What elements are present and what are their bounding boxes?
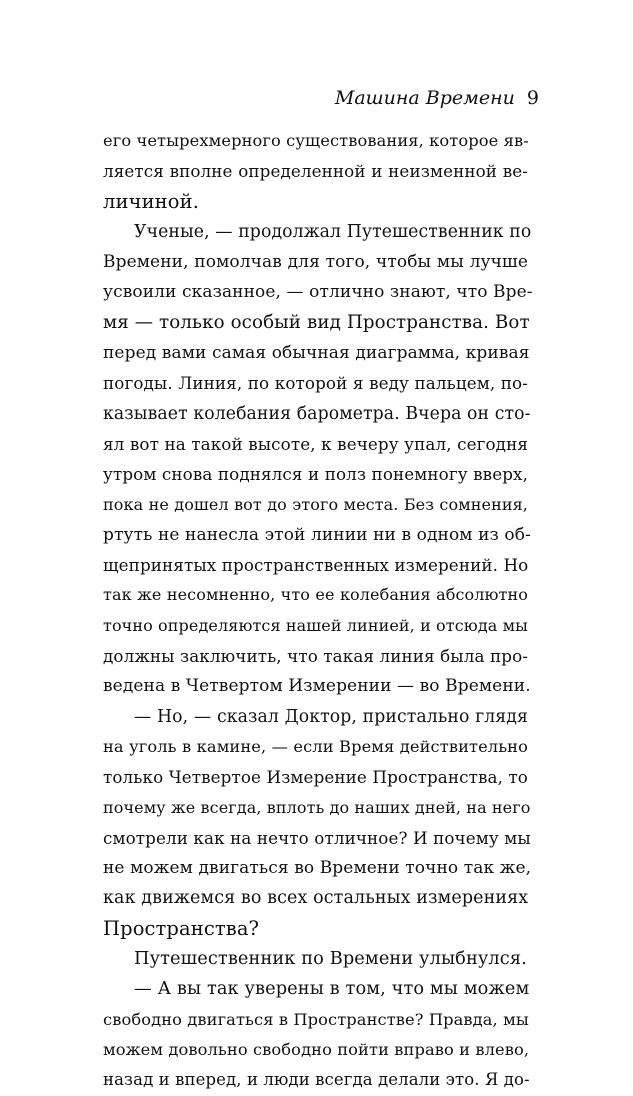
paragraph [103,944,528,974]
text-line: ртуть не нанесла этой линии ни в одном из об- [103,524,531,545]
text-line: не можем двигаться во Времени точно так же, [103,858,532,879]
paragraph [103,974,528,1095]
text-line: Пространства? [103,916,260,940]
body-text [103,126,533,1096]
text-line: должны заключить, что такая линия была про- [103,646,529,667]
text-line: пока не дошел вот до этого места. Без сомнения, [103,494,528,514]
text-line: его четырехмерного существования, которое яв- [103,131,529,150]
text-line: как движемся во всех остальных измерениях [103,888,529,909]
text-line: утром снова поднялся и полз понемногу вверх, [103,464,528,485]
text-line: перед вами самая обычная диаграмма, кривая [103,343,530,364]
text-line: ляется вполне определенной и неизменной ве- [103,161,528,182]
running-head [335,86,539,110]
page-number: 9 [526,87,539,109]
text-line: казывает колебания барометра. Вчера он сто- [103,403,531,424]
text-line: личиной. [103,189,200,213]
paragraph [103,126,528,217]
text-line: точно определяются нашей линией, и отсюда мы [103,615,528,635]
text-line: Ученые, — продолжал Путешественник по [134,221,532,242]
text-line: свободно двигаться в Пространстве? Правда, мы [103,1009,529,1029]
text-line: Времени, помолчав для того, чтобы мы лучше [103,252,528,273]
text-line: почему же всегда, вплоть до наших дней, на него [103,797,531,817]
text-line: ял вот на такой высоте, к вечеру упал, сегодня [103,433,528,454]
text-line: погоды. Линия, по которой я веду пальцем, по- [103,373,528,394]
text-line: назад и вперед, и люди всегда делали это. Я до- [103,1070,530,1090]
text-line: щепринятых пространственных измерений. Но [103,555,529,576]
text-line: Путешественник по Времени улыбнулся. [134,949,527,970]
text-line: только Четвертое Измерение Пространства, то [103,767,528,788]
text-line: — Но, — сказал Доктор, пристально глядя [134,706,528,727]
text-line: мя — только особый вид Пространства. Вот [103,311,530,333]
text-line: так же несомненно, что ее колебания абсолютно [103,585,528,605]
text-line: смотрели как на нечто отличное? И почему мы [103,827,531,848]
text-line: можем довольно свободно пойти вправо и влево, [103,1039,530,1059]
text-line: на уголь в камине, — если Время действительно [103,736,528,756]
paragraph [103,702,532,944]
text-line: — А вы так уверены в том, что мы можем [134,979,530,1000]
paragraph [103,217,533,702]
running-title: Машина Времени [334,87,515,109]
text-line: усвоили сказанное, — отлично знают, что Вре- [103,282,533,303]
text-line: ведена в Четвертом Измерении — во Времени. [103,676,531,697]
